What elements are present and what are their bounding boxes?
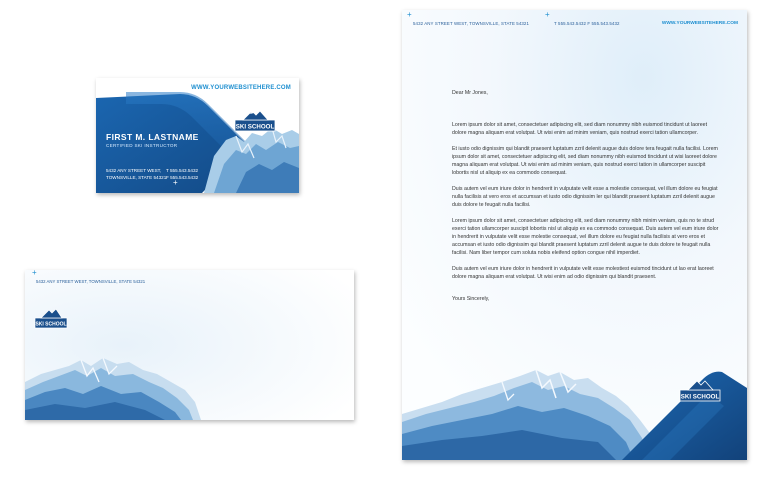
envelope-plus-icon: + xyxy=(32,270,37,277)
letter-body xyxy=(452,89,720,310)
letterhead-phones: T 555.543.5432 F 555.543.5432 xyxy=(554,21,620,26)
letterhead-address: 5432 ANY STREET WEST, TOWNSVILLE, STATE 54321 xyxy=(413,21,530,26)
card-logo-text: SKI SCHOOL xyxy=(235,123,275,131)
card-phones xyxy=(166,168,198,181)
letterhead xyxy=(402,10,747,460)
envelope-address: 5432 ANY STREET WEST, TOWNSVILLE, STATE 54321 xyxy=(36,279,146,284)
card-website: WWW.YOURWEBSITEHERE.COM xyxy=(191,85,291,91)
card-plus-icon: + xyxy=(173,178,178,187)
letter-closing: Yours Sincerely, xyxy=(452,295,490,302)
card-phone-2: F 555.543.5432 xyxy=(166,174,199,180)
card-phone-1: T 555.543.5432 xyxy=(166,168,199,173)
letter-paragraph: Et iusto odio dignissim qui blandit praesent luptatum zzril delenit augue duis dolore tera feugait nulla facilisi. Lorem ipsum dolor sit amet, consectetuer adipiscing elit, sed diam nonummy nibh euismod tincidunt ut wisi laoreet dolore magna aliquam erat volutpat. Ut wisi enim ad minim veniam, quis nostrud exerci tation in ullamcorper suscipit lobortis nisl ut aliquip ex ea commodo consequat. xyxy=(452,145,718,176)
card-logo xyxy=(235,111,275,131)
letter-paragraph: Duis autem vel eum iriure dolor in hendrerit in vulputate velit esse a molestie consequat, vel illum dolore eu feugiat nulla facilisis at vero eros et accumsan et iusto odio dignissim ler qui blandit praesent luptatum zzril delenit augue duis dolore te feugait nulla facilisi. xyxy=(452,185,718,208)
card-name: FIRST M. LASTNAME xyxy=(106,132,199,142)
letter-salutation: Dear Mr Jones, xyxy=(452,90,488,96)
letter-paragraph: Duis autem vel eum iriure dolor in hendrerit in vulputate velit esse molestiest euismod tincidunt ut lao erat laoreet dolore magna aliquam erat volutpat. Ut wisi enim ad odio dignissim qui blandit praesent. xyxy=(452,265,714,280)
letterhead-plus-icon-2: + xyxy=(545,10,550,19)
letterhead-plus-icon-1: + xyxy=(407,10,412,19)
card-title: CERTIFIED SKI INSTRUCTOR xyxy=(106,143,178,148)
letterhead-logo-text: SKI SCHOOL xyxy=(680,393,720,401)
letterhead-website: WWW.YOURWEBSITEHERE.COM xyxy=(661,21,738,26)
card-address xyxy=(106,168,166,181)
business-card xyxy=(96,78,299,193)
envelope-artwork xyxy=(25,270,354,420)
card-address-line1: 5432 ANY STREET WEST, xyxy=(106,168,162,173)
envelope xyxy=(25,270,354,420)
card-address-line2: TOWNSVILLE, STATE 54321 xyxy=(106,174,167,180)
letter-paragraph: Lorem ipsum dolor sit amet, consectetuer adipiscing elit, sed diam nonummy nibh minim veniam, quis no te strud exerci tation ullamcorper suscipit lobortis nisl ut aliquip ex ea commodo consequat. Duis autem vel eum iriure dolor in hendrerit in vulputate velit esse molestie consequat, vel illum dolore eu feugiat nulla facilisis at vero eros et accumsan et iusto odio dignissim qui blandit praesent luptatum zzril delenit augue te duis dolore te feugait nulla facilisi. Nam liber tempor cum soluta nobis eleifend option congue nihil imperdiet. xyxy=(452,217,719,256)
envelope-logo-text: SKI SCHOOL xyxy=(35,321,67,328)
letter-paragraph: Lorem ipsum dolor sit amet, consectetuer adipiscing elit, sed diam nonummy nibh euismod tincidunt ut laoreet dolore magna aliquam erat volutpat. Ut wisi enim ad minim veniam, quis nostrud exerci tation ullamcorper. xyxy=(452,122,708,136)
